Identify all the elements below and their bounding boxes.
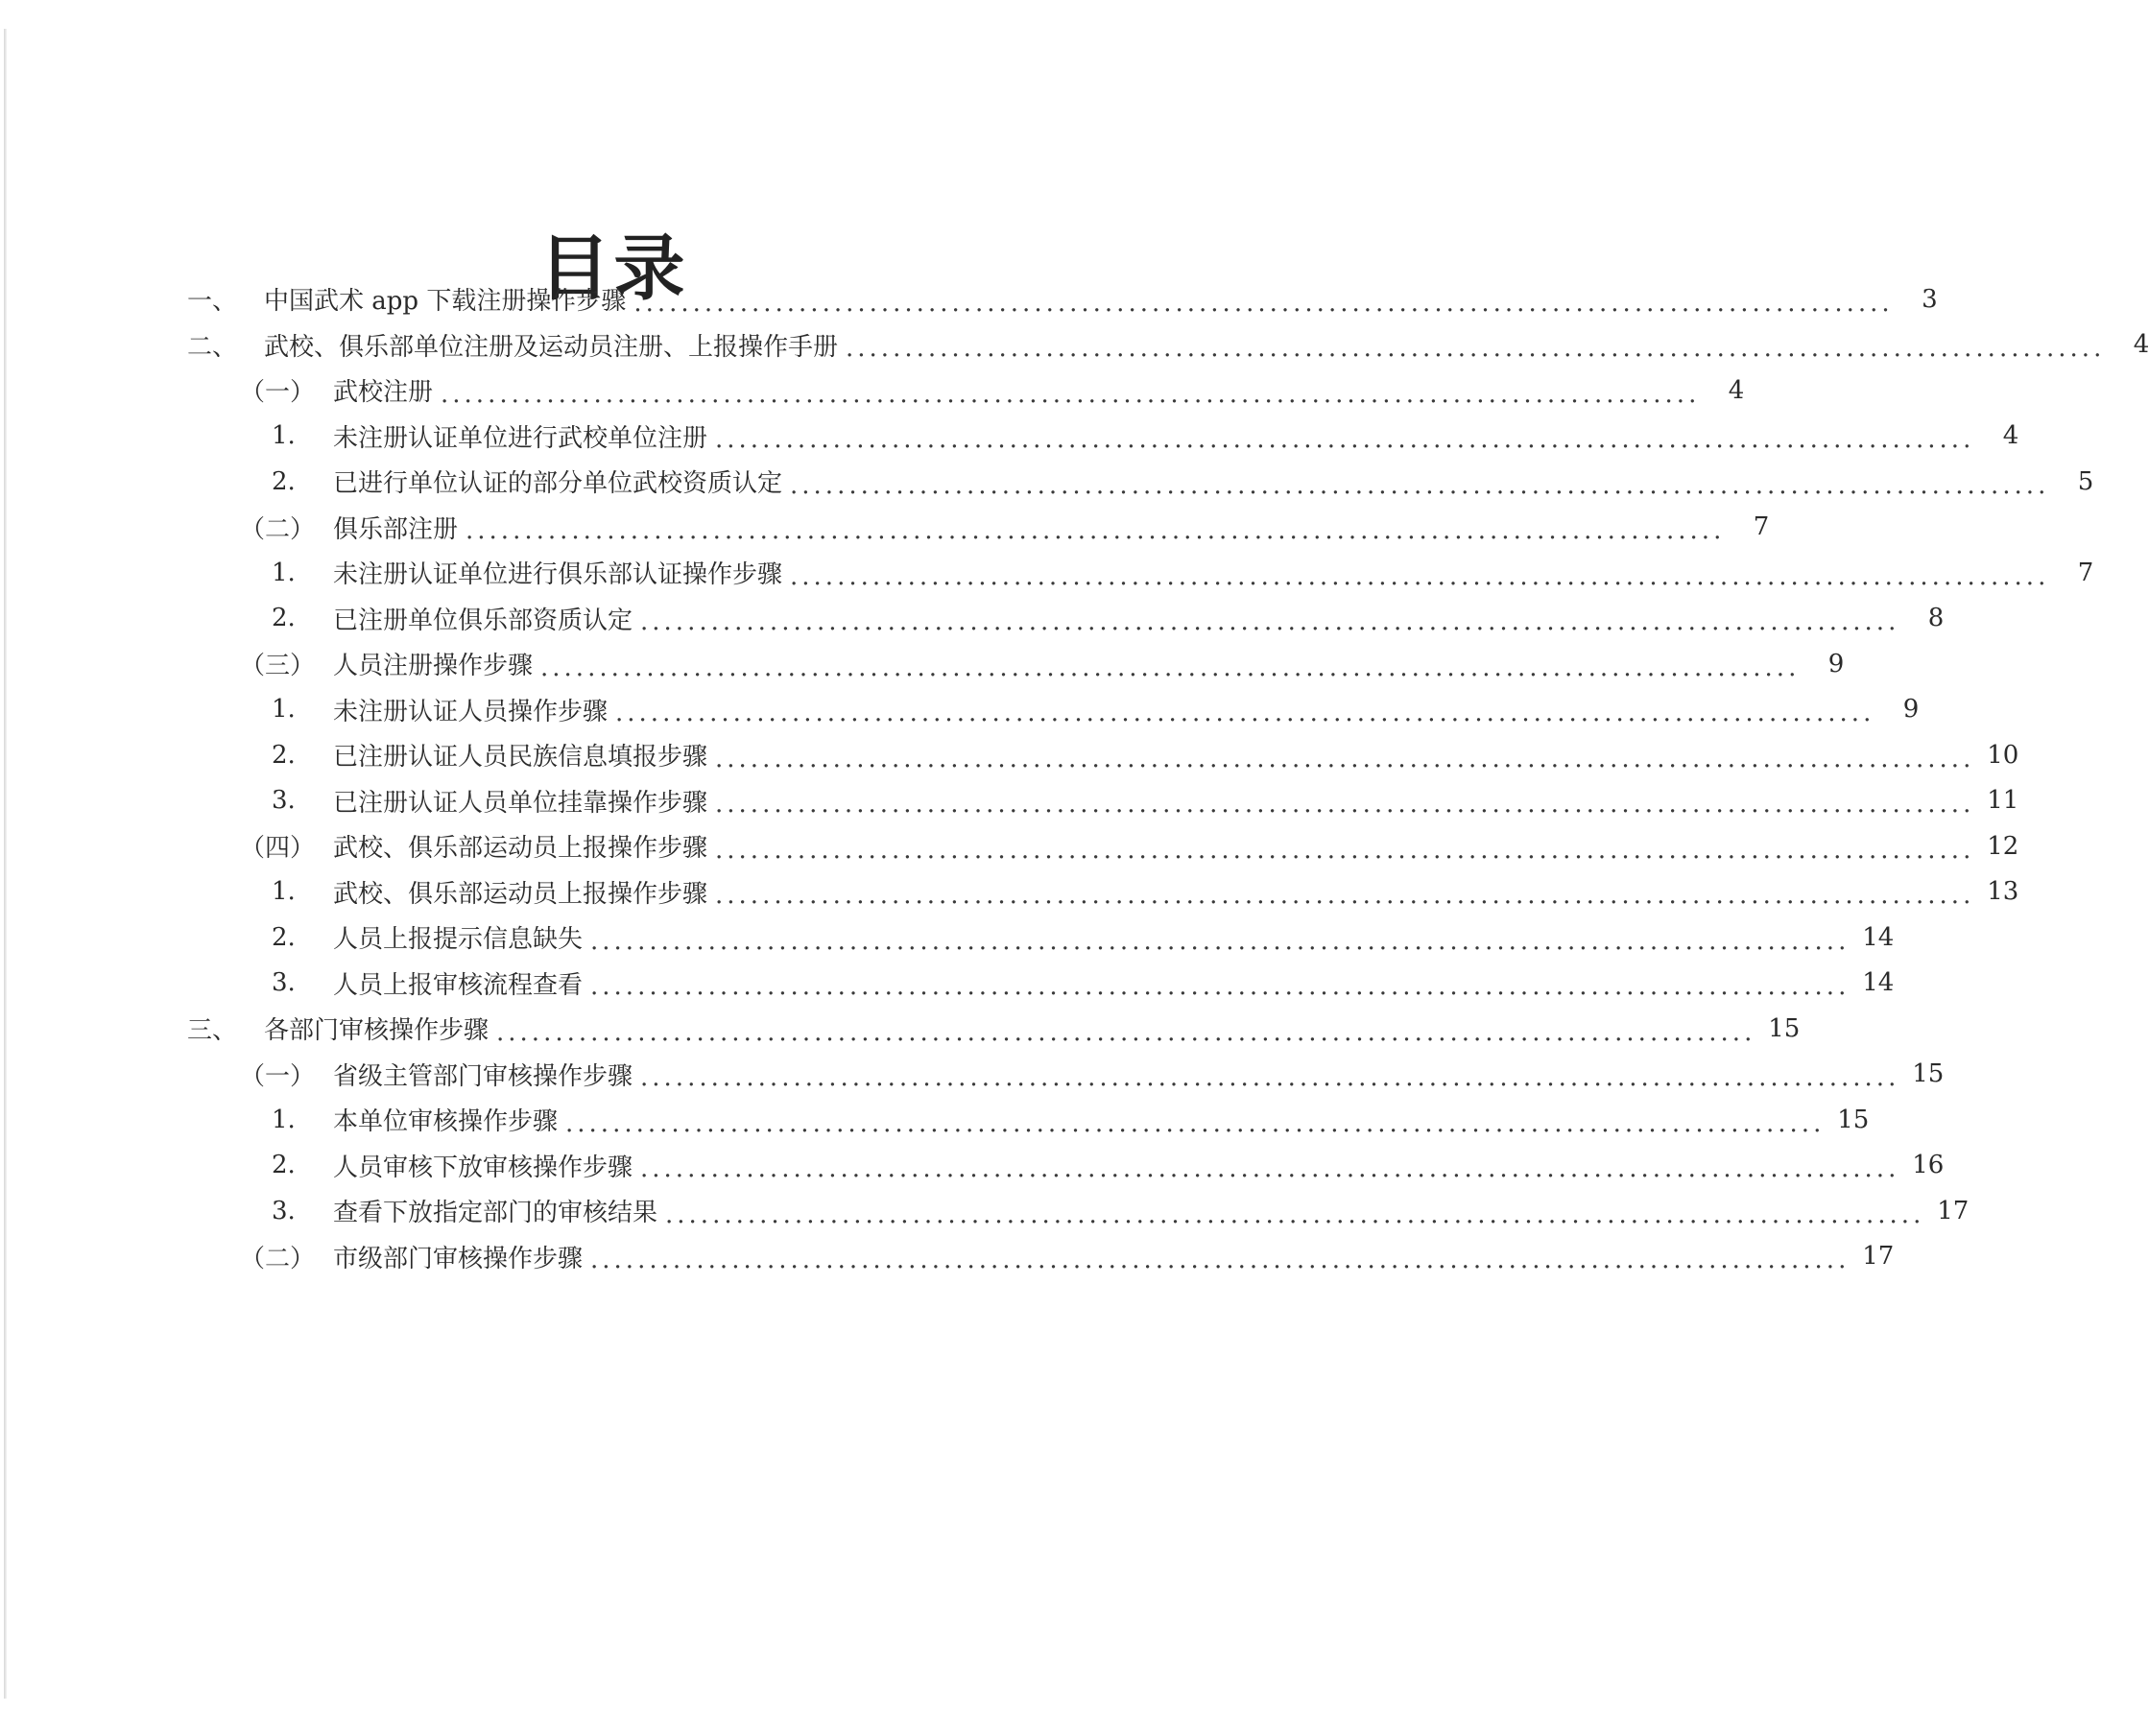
toc-entry-number: 2. xyxy=(272,740,296,770)
toc-entry-page: 4 xyxy=(2002,421,2019,451)
toc-entry[interactable] xyxy=(187,1006,1801,1052)
toc-entry[interactable] xyxy=(272,1188,1970,1234)
toc-entry-number: 2. xyxy=(272,604,296,633)
toc-entry[interactable] xyxy=(272,459,2094,505)
toc-entry-label: 未注册认证人员操作步骤 xyxy=(333,697,609,726)
toc-entry[interactable] xyxy=(187,322,2149,369)
toc-entry-number: 2. xyxy=(272,466,296,496)
toc-entry-number: 1. xyxy=(272,558,296,587)
toc-entry-label: 人员注册操作步骤 xyxy=(333,652,534,681)
toc-entry-page: 7 xyxy=(2077,558,2094,587)
toc-entry-number: 三、 xyxy=(187,1016,238,1046)
toc-entry-label: 人员上报审核流程查看 xyxy=(333,970,584,1000)
toc-entry-page: 7 xyxy=(1753,512,1770,542)
toc-entry[interactable] xyxy=(272,596,1945,642)
toc-dot-leader: ........................................................................................................... xyxy=(615,699,1875,728)
toc-entry[interactable] xyxy=(187,276,1938,322)
toc-dot-leader: ........................................................................................................... xyxy=(715,425,1975,455)
toc-entry[interactable] xyxy=(272,414,2019,460)
toc-entry-number: 1. xyxy=(272,695,296,725)
toc-entry-page: 15 xyxy=(1912,1059,1945,1089)
toc-entry-number: （四） xyxy=(240,834,316,864)
toc-dot-leader: ........................................................................................................... xyxy=(565,1108,1826,1138)
toc-dot-leader: ........................................................................................................... xyxy=(496,1017,1756,1047)
toc-entry[interactable] xyxy=(240,823,2019,869)
toc-entry[interactable] xyxy=(272,1097,1870,1143)
toc-entry[interactable] xyxy=(272,1143,1945,1189)
toc-entry-label: 中国武术 app 下载注册操作步骤 xyxy=(264,287,627,317)
toc-dot-leader: ........................................................................................................... xyxy=(590,972,1851,1002)
toc-dot-leader: ........................................................................................................... xyxy=(633,288,1894,318)
toc-entry[interactable] xyxy=(272,550,2094,596)
toc-dot-leader: ........................................................................................................... xyxy=(466,516,1726,546)
toc-entry-page: 17 xyxy=(1937,1196,1970,1225)
toc-dot-leader: ........................................................................................................... xyxy=(640,607,1900,637)
toc-entry[interactable] xyxy=(240,641,1845,687)
toc-dot-leader: ........................................................................................................... xyxy=(715,881,1975,911)
toc-entry-number: （二） xyxy=(240,514,316,544)
toc-entry[interactable] xyxy=(272,915,1895,961)
toc-entry-page: 13 xyxy=(1987,877,2019,907)
toc-entry-page: 16 xyxy=(1912,1151,1945,1180)
toc-entry-label: 查看下放指定部门的审核结果 xyxy=(333,1199,658,1228)
toc-entry-label: 已注册认证人员单位挂靠操作步骤 xyxy=(333,788,708,818)
toc-entry-page: 12 xyxy=(1987,831,2019,861)
toc-entry[interactable] xyxy=(272,732,2019,778)
toc-entry-number: 一、 xyxy=(187,287,238,317)
toc-entry-number: 1. xyxy=(272,421,296,451)
toc-entry-label: 武校注册 xyxy=(333,378,434,408)
toc-entry-label: 市级部门审核操作步骤 xyxy=(333,1244,584,1273)
toc-entry-page: 15 xyxy=(1837,1105,1870,1134)
toc-entry-page: 17 xyxy=(1862,1242,1895,1272)
toc-entry-label: 未注册认证单位进行俱乐部认证操作步骤 xyxy=(333,560,783,590)
toc-dot-leader: ........................................................................................................... xyxy=(640,1063,1900,1093)
toc-entry-page: 15 xyxy=(1768,1013,1801,1043)
toc-dot-leader: ........................................................................................................... xyxy=(640,1154,1900,1184)
toc-entry-number: 1. xyxy=(272,877,296,907)
toc-entry-number: （三） xyxy=(240,652,316,681)
toc-title: 目录 xyxy=(538,226,689,310)
toc-entry-label: 武校、俱乐部运动员上报操作步骤 xyxy=(333,834,708,864)
toc-entry-page: 3 xyxy=(1922,284,1938,314)
toc-entry-page: 11 xyxy=(1987,786,2019,816)
toc-entry-label: 人员审核下放审核操作步骤 xyxy=(333,1153,633,1182)
toc-dot-leader: ........................................................................................................... xyxy=(590,926,1851,956)
toc-entry-label: 各部门审核操作步骤 xyxy=(264,1016,489,1046)
toc-dot-leader: ........................................................................................................... xyxy=(790,561,2050,591)
toc-entry[interactable] xyxy=(240,368,1745,414)
toc-entry-number: （一） xyxy=(240,1061,316,1091)
toc-entry-label: 已注册认证人员民族信息填报步骤 xyxy=(333,743,708,773)
toc-entry-label: 武校、俱乐部运动员上报操作步骤 xyxy=(333,879,708,909)
toc-dot-leader: ........................................................................................................... xyxy=(665,1200,1925,1229)
toc-entry-number: 二、 xyxy=(187,332,238,362)
toc-entry-number: 1. xyxy=(272,1105,296,1134)
toc-dot-leader: ........................................................................................................... xyxy=(590,1246,1851,1275)
table-of-contents xyxy=(0,276,2149,1279)
toc-entry-label: 本单位审核操作步骤 xyxy=(333,1107,559,1137)
toc-dot-leader: ........................................................................................................... xyxy=(790,470,2050,500)
toc-entry-number: 3. xyxy=(272,1196,296,1225)
toc-dot-leader: ........................................................................................................... xyxy=(715,790,1975,820)
toc-entry-label: 已注册单位俱乐部资质认定 xyxy=(333,606,633,635)
toc-entry-label: 已进行单位认证的部分单位武校资质认定 xyxy=(333,469,783,499)
toc-entry-page: 10 xyxy=(1987,740,2019,770)
toc-dot-leader: ........................................................................................................... xyxy=(540,653,1801,682)
toc-entry-number: 3. xyxy=(272,786,296,816)
toc-entry[interactable] xyxy=(240,505,1770,551)
toc-entry-label: 俱乐部注册 xyxy=(333,514,459,544)
toc-entry-label: 未注册认证单位进行武校单位注册 xyxy=(333,423,708,453)
toc-entry[interactable] xyxy=(240,1052,1945,1098)
toc-entry[interactable] xyxy=(240,1234,1895,1280)
toc-entry-page: 4 xyxy=(1728,375,1745,405)
toc-entry-page: 14 xyxy=(1862,922,1895,952)
toc-entry[interactable] xyxy=(272,869,2019,916)
toc-entry-page: 9 xyxy=(1827,649,1845,678)
toc-dot-leader: ........................................................................................................... xyxy=(441,379,1701,409)
toc-entry-number: （二） xyxy=(240,1244,316,1273)
toc-entry-page: 5 xyxy=(2077,466,2094,496)
toc-dot-leader: ........................................................................................................... xyxy=(846,334,2106,364)
toc-entry-number: 2. xyxy=(272,1151,296,1180)
toc-entry-label: 省级主管部门审核操作步骤 xyxy=(333,1061,633,1091)
toc-entry[interactable] xyxy=(272,687,1920,733)
toc-entry-page: 8 xyxy=(1927,604,1945,633)
toc-entry[interactable] xyxy=(272,778,2019,824)
toc-entry-label: 武校、俱乐部单位注册及运动员注册、上报操作手册 xyxy=(264,332,839,362)
toc-dot-leader: ........................................................................................................... xyxy=(715,744,1975,773)
toc-entry-label: 人员上报提示信息缺失 xyxy=(333,925,584,955)
toc-entry-page: 9 xyxy=(1902,695,1920,725)
toc-dot-leader: ........................................................................................................... xyxy=(715,835,1975,865)
toc-entry-number: （一） xyxy=(240,378,316,408)
toc-entry-page: 4 xyxy=(2133,330,2149,360)
toc-entry[interactable] xyxy=(272,961,1895,1007)
toc-entry-number: 3. xyxy=(272,968,296,998)
toc-entry-number: 2. xyxy=(272,922,296,952)
toc-entry-page: 14 xyxy=(1862,968,1895,998)
